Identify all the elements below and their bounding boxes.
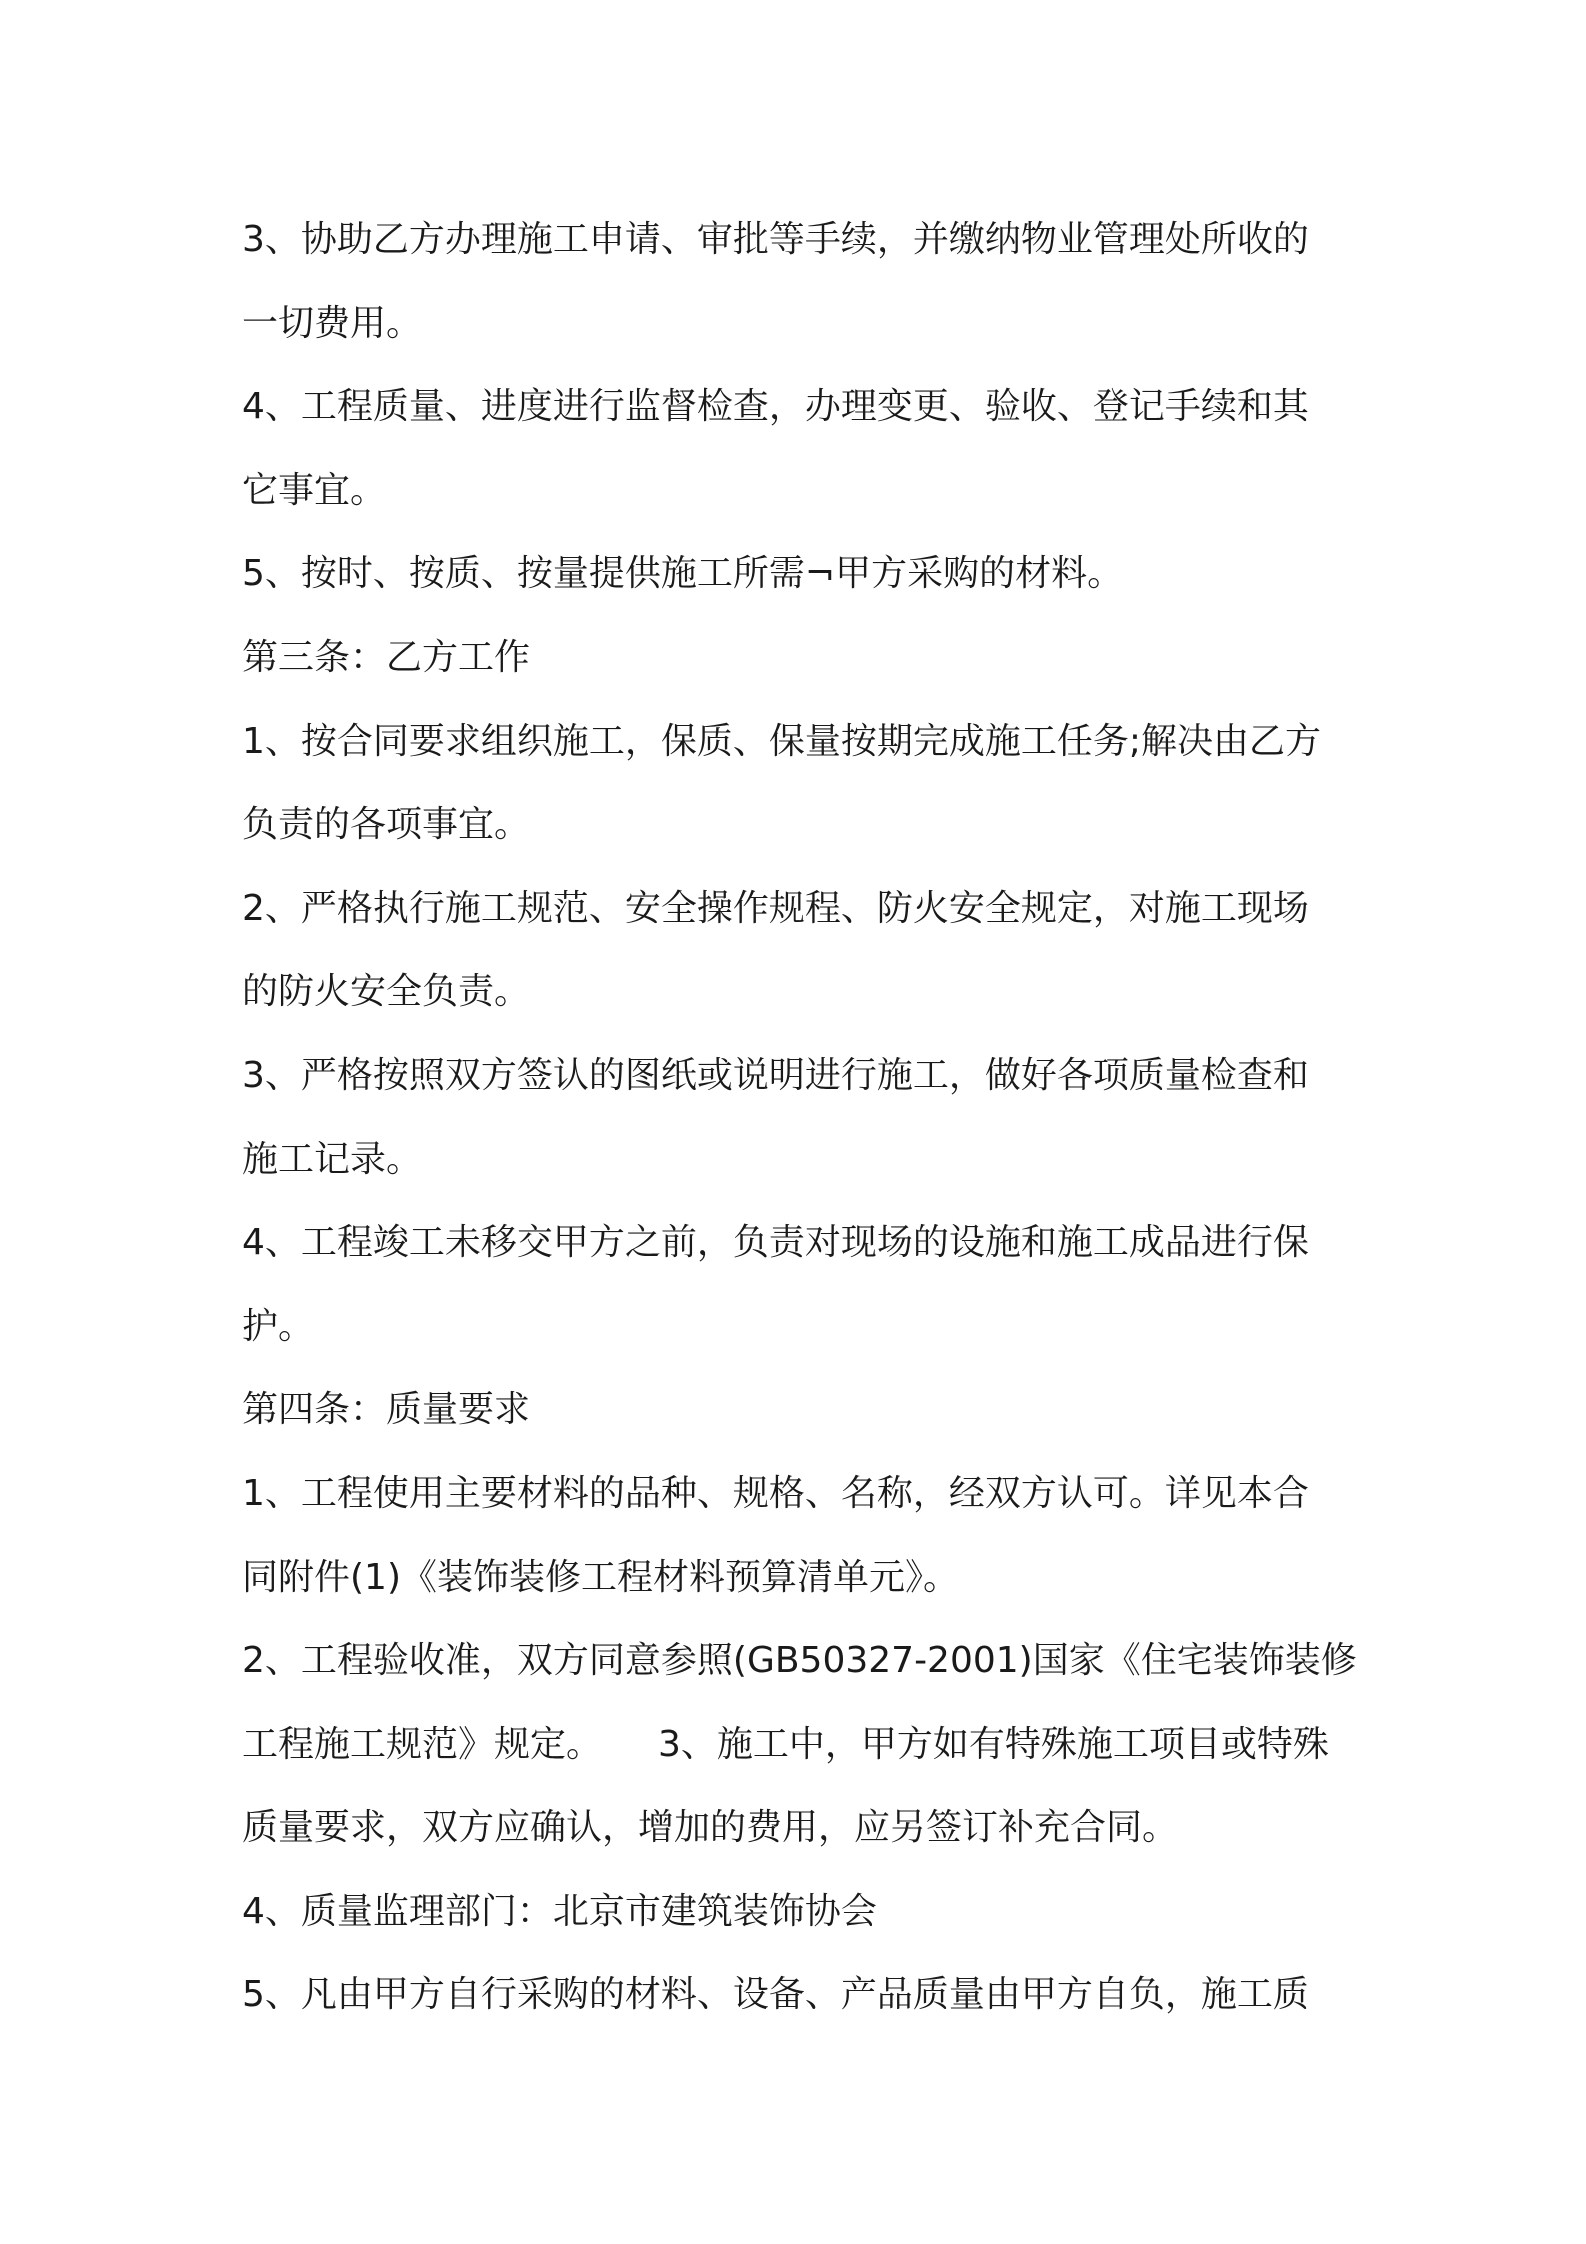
text-line: 护。	[242, 1305, 315, 1347]
text-line: 质量要求，双方应确认，增加的费用，应另签订补充合同。	[242, 1807, 1179, 1849]
text-segment: 工程施工规范》规定。	[242, 1723, 603, 1765]
text-line: 2、严格执行施工规范、安全操作规程、防火安全规定，对施工现场	[242, 887, 1309, 929]
text-line: 的防火安全负责。	[242, 971, 531, 1013]
section-heading: 第四条：质量要求	[242, 1389, 531, 1431]
text-line: 3、严格按照双方签认的图纸或说明进行施工，做好各项质量检查和	[242, 1054, 1309, 1096]
text-line: 负责的各项事宜。	[242, 804, 531, 846]
text-line-with-inline-item	[242, 1703, 1362, 1787]
section-heading: 第三条：乙方工作	[242, 636, 531, 678]
text-line: 5、凡由甲方自行采购的材料、设备、产品质量由甲方自负，施工质	[242, 1974, 1309, 2016]
text-line: 4、工程竣工未移交甲方之前，负责对现场的设施和施工成品进行保	[242, 1222, 1309, 1264]
text-line: 4、工程质量、进度进行监督检查，办理变更、验收、登记手续和其	[242, 386, 1309, 428]
text-line: 同附件(1)《装饰装修工程材料预算清单元》。	[242, 1556, 959, 1598]
text-line: 1、按合同要求组织施工，保质、保量按期完成施工任务;解决由乙方	[242, 720, 1322, 762]
text-line: 4、质量监理部门：北京市建筑装饰协会	[242, 1890, 877, 1932]
text-line: 3、协助乙方办理施工申请、审批等手续，并缴纳物业管理处所收的	[242, 219, 1309, 260]
text-line: 它事宜。	[242, 469, 387, 511]
text-line: 2、工程验收准，双方同意参照(GB50327-2001)国家《住宅装饰装修	[242, 1640, 1357, 1682]
text-line: 1、工程使用主要材料的品种、规格、名称，经双方认可。详见本合	[242, 1472, 1309, 1514]
text-line: 施工记录。	[242, 1138, 423, 1180]
text-line: 5、按时、按质、按量提供施工所需¬甲方采购的材料。	[242, 553, 1124, 595]
text-line: 一切费用。	[242, 302, 423, 344]
document-body	[242, 198, 1362, 2037]
text-segment: 3、施工中，甲方如有特殊施工项目或特殊	[658, 1723, 1329, 1765]
